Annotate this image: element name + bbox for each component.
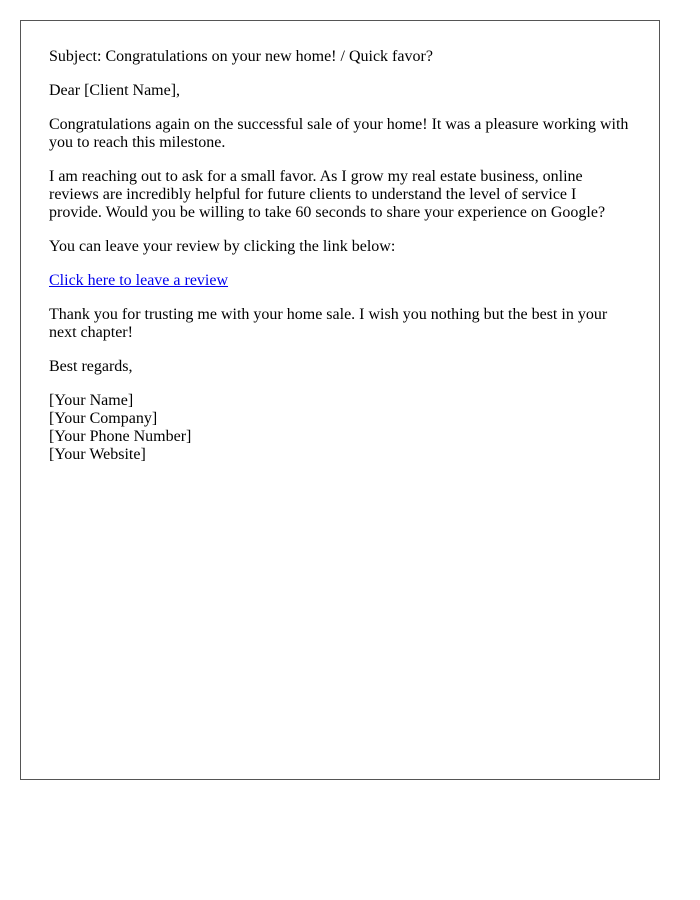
email-paragraph-congratulations: Congratulations again on the successful sale of your home! It was a pleasure working with you to reach this milestone. [49, 116, 629, 151]
email-signature [49, 392, 631, 464]
email-paragraph-link-intro: You can leave your review by clicking the link below: [49, 238, 396, 255]
email-letter [20, 20, 660, 780]
email-closing: Best regards, [49, 358, 133, 375]
email-subject: Subject: Congratulations on your new home! / Quick favor? [49, 48, 433, 65]
review-link-paragraph [49, 272, 631, 290]
signature-name: [Your Name] [49, 392, 134, 409]
leave-review-link[interactable]: Click here to leave a review [49, 272, 229, 289]
signature-company: [Your Company] [49, 410, 158, 427]
signature-website: [Your Website] [49, 446, 146, 463]
email-paragraph-favor: I am reaching out to ask for a small favor. As I grow my real estate business, online reviews are incredibly helpful for future clients to understand the level of service I provide. Would you be willing to take 60 seconds to share your experience on Google? [49, 168, 606, 221]
email-greeting: Dear [Client Name], [49, 82, 181, 99]
email-paragraph-thanks: Thank you for trusting me with your home sale. I wish you nothing but the best in your next chapter! [49, 306, 608, 341]
signature-phone: [Your Phone Number] [49, 428, 192, 445]
